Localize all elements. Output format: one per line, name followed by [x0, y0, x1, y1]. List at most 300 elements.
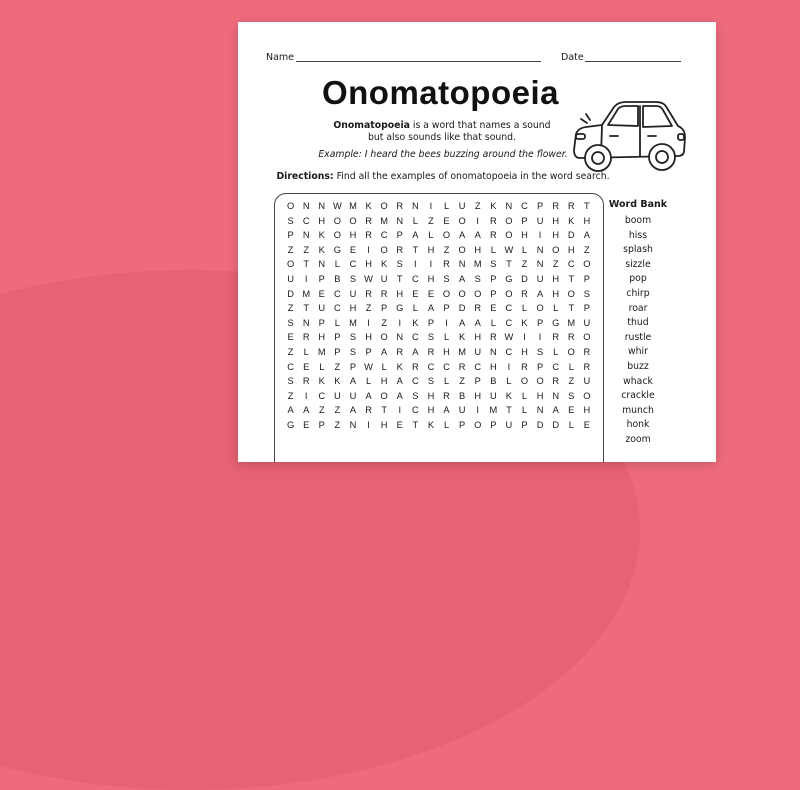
grid-letter[interactable]: R — [567, 201, 576, 211]
grid-letter[interactable]: H — [552, 274, 560, 284]
grid-letter[interactable]: P — [521, 215, 528, 226]
grid-letter[interactable]: A — [474, 230, 482, 241]
grid-letter[interactable]: L — [521, 405, 528, 416]
grid-letter[interactable]: N — [302, 201, 310, 211]
grid-letter[interactable]: S — [427, 332, 435, 343]
grid-letter[interactable]: I — [398, 405, 402, 416]
grid-letter[interactable]: D — [521, 274, 529, 284]
grid-letter[interactable]: O — [567, 288, 576, 299]
grid-letter[interactable]: R — [411, 361, 420, 372]
grid-letter[interactable]: C — [334, 303, 342, 314]
grid-letter[interactable]: H — [521, 347, 529, 357]
grid-letter[interactable]: U — [583, 317, 591, 328]
name-field-line[interactable] — [296, 61, 541, 62]
grid-letter[interactable]: Z — [552, 259, 559, 270]
grid-letter[interactable]: E — [490, 303, 497, 314]
grid-letter[interactable]: R — [302, 332, 310, 343]
grid-letter[interactable]: O — [505, 288, 513, 299]
grid-letter[interactable]: Z — [568, 376, 575, 387]
grid-letter[interactable]: P — [583, 303, 591, 314]
grid-letter[interactable]: Z — [303, 244, 310, 255]
grid-letter[interactable]: R — [583, 361, 591, 372]
grid-letter[interactable]: D — [536, 420, 544, 430]
grid-letter[interactable]: E — [287, 332, 295, 343]
grid-letter[interactable]: H — [365, 332, 373, 343]
grid-letter[interactable]: G — [396, 303, 404, 314]
grid-letter[interactable]: U — [380, 274, 388, 284]
grid-letter[interactable]: H — [552, 288, 560, 299]
grid-letter[interactable]: O — [458, 215, 467, 226]
grid-letter[interactable]: K — [568, 215, 575, 226]
grid-letter[interactable]: G — [552, 317, 560, 328]
grid-letter[interactable]: R — [443, 390, 451, 401]
grid-letter[interactable]: E — [583, 420, 591, 430]
grid-letter[interactable]: D — [552, 420, 560, 430]
grid-letter[interactable]: L — [553, 303, 559, 314]
grid-letter[interactable]: K — [459, 332, 466, 343]
grid-letter[interactable]: S — [412, 390, 419, 401]
grid-letter[interactable]: T — [396, 274, 403, 284]
grid-letter[interactable]: C — [302, 215, 310, 226]
grid-letter[interactable]: A — [381, 347, 388, 357]
grid-letter[interactable]: H — [583, 405, 591, 416]
grid-letter[interactable]: R — [552, 376, 560, 387]
grid-letter[interactable]: H — [536, 390, 544, 401]
grid-letter[interactable]: U — [536, 274, 544, 284]
grid-letter[interactable]: R — [365, 230, 373, 241]
grid-letter[interactable]: O — [333, 230, 342, 241]
grid-letter[interactable]: K — [318, 376, 326, 387]
grid-letter[interactable]: H — [427, 390, 435, 401]
grid-letter[interactable]: W — [504, 332, 514, 343]
grid-letter[interactable]: H — [583, 215, 591, 226]
grid-letter[interactable]: Z — [334, 361, 341, 372]
grid-letter[interactable]: U — [334, 390, 342, 401]
grid-letter[interactable]: S — [568, 390, 575, 401]
grid-letter[interactable]: I — [538, 230, 542, 241]
grid-letter[interactable]: T — [303, 259, 310, 270]
grid-letter[interactable]: M — [473, 259, 482, 270]
grid-letter[interactable]: H — [567, 244, 576, 255]
grid-letter[interactable]: I — [476, 215, 480, 226]
grid-letter[interactable]: Z — [584, 244, 591, 255]
grid-letter[interactable]: E — [318, 288, 326, 299]
grid-letter[interactable]: A — [536, 288, 544, 299]
grid-letter[interactable]: R — [427, 347, 435, 357]
grid-letter[interactable]: N — [411, 201, 420, 211]
grid-letter[interactable]: P — [318, 317, 326, 328]
grid-letter[interactable]: N — [396, 215, 404, 226]
grid-letter[interactable]: Z — [365, 303, 372, 314]
grid-letter[interactable]: D — [567, 230, 576, 241]
grid-letter[interactable]: C — [505, 303, 513, 314]
grid-letter[interactable]: L — [490, 317, 497, 328]
grid-letter[interactable]: T — [412, 244, 419, 255]
grid-letter[interactable]: Z — [287, 303, 294, 314]
grid-letter[interactable]: L — [568, 361, 575, 372]
grid-letter[interactable]: P — [521, 420, 528, 430]
grid-letter[interactable]: M — [302, 288, 311, 299]
grid-letter[interactable]: O — [567, 347, 576, 357]
grid-letter[interactable]: S — [427, 376, 435, 387]
grid-letter[interactable]: N — [536, 259, 544, 270]
grid-letter[interactable]: H — [349, 230, 357, 241]
grid-letter[interactable]: P — [318, 420, 326, 430]
grid-letter[interactable]: I — [476, 405, 480, 416]
grid-letter[interactable]: E — [412, 288, 419, 299]
grid-letter[interactable]: R — [380, 288, 388, 299]
grid-letter[interactable]: M — [380, 215, 389, 226]
grid-letter[interactable]: C — [334, 288, 342, 299]
grid-letter[interactable]: R — [489, 230, 498, 241]
grid-letter[interactable]: C — [411, 376, 420, 387]
grid-letter[interactable]: P — [459, 420, 466, 430]
grid-letter[interactable]: C — [411, 332, 420, 343]
grid-letter[interactable]: L — [319, 361, 325, 372]
grid-letter[interactable]: A — [396, 390, 404, 401]
grid-letter[interactable]: R — [365, 288, 373, 299]
grid-letter[interactable]: L — [553, 347, 559, 357]
grid-letter[interactable]: S — [287, 376, 295, 387]
grid-letter[interactable]: N — [318, 259, 326, 270]
grid-letter[interactable]: U — [349, 390, 357, 401]
grid-letter[interactable]: A — [552, 405, 560, 416]
grid-letter[interactable]: E — [443, 215, 451, 226]
grid-letter[interactable]: L — [490, 244, 497, 255]
grid-letter[interactable]: O — [349, 215, 357, 226]
grid-letter[interactable]: T — [568, 303, 575, 314]
grid-letter[interactable]: W — [364, 361, 374, 372]
grid-letter[interactable]: N — [458, 259, 466, 270]
grid-letter[interactable]: A — [396, 376, 404, 387]
grid-letter[interactable]: K — [318, 244, 326, 255]
grid-letter[interactable]: P — [334, 332, 341, 343]
grid-letter[interactable]: P — [536, 361, 544, 372]
grid-letter[interactable]: U — [318, 303, 326, 314]
grid-letter[interactable]: H — [521, 230, 529, 241]
grid-letter[interactable]: P — [536, 201, 544, 211]
grid-letter[interactable]: H — [349, 303, 357, 314]
grid-letter[interactable]: A — [349, 405, 357, 416]
grid-letter[interactable]: E — [568, 405, 575, 416]
grid-letter[interactable]: H — [318, 215, 326, 226]
grid-letter[interactable]: R — [458, 361, 466, 372]
grid-letter[interactable]: O — [520, 376, 529, 387]
grid-letter[interactable]: U — [458, 405, 466, 416]
grid-letter[interactable]: P — [583, 274, 591, 284]
grid-letter[interactable]: C — [287, 361, 295, 372]
grid-letter[interactable]: P — [427, 317, 435, 328]
grid-letter[interactable]: H — [380, 420, 388, 430]
grid-letter[interactable]: L — [443, 376, 450, 387]
grid-letter[interactable]: L — [568, 420, 575, 430]
grid-letter[interactable]: C — [505, 317, 513, 328]
grid-letter[interactable]: I — [414, 259, 418, 270]
grid-letter[interactable]: P — [365, 347, 373, 357]
grid-letter[interactable]: K — [396, 361, 404, 372]
grid-letter[interactable]: I — [304, 390, 308, 401]
grid-letter[interactable]: O — [380, 332, 389, 343]
grid-letter[interactable]: L — [521, 244, 528, 255]
grid-letter[interactable]: L — [412, 215, 419, 226]
grid-letter[interactable]: S — [443, 274, 451, 284]
grid-letter[interactable]: Z — [428, 215, 435, 226]
grid-letter[interactable]: A — [459, 230, 466, 241]
grid-letter[interactable]: A — [583, 230, 591, 241]
grid-letter[interactable]: N — [396, 332, 404, 343]
grid-letter[interactable]: Z — [474, 201, 481, 211]
grid-letter[interactable]: O — [474, 420, 482, 430]
grid-letter[interactable]: I — [538, 332, 542, 343]
grid-letter[interactable]: C — [521, 201, 529, 211]
grid-letter[interactable]: P — [349, 361, 357, 372]
grid-letter[interactable]: P — [381, 303, 388, 314]
grid-letter[interactable]: O — [474, 288, 482, 299]
grid-letter[interactable]: C — [443, 361, 451, 372]
grid-letter[interactable]: S — [583, 288, 591, 299]
grid-letter[interactable]: U — [489, 390, 498, 401]
grid-letter[interactable]: H — [318, 332, 326, 343]
grid-letter[interactable]: T — [506, 259, 513, 270]
grid-letter[interactable]: P — [490, 288, 497, 299]
grid-letter[interactable]: Z — [443, 244, 450, 255]
grid-letter[interactable]: C — [552, 361, 560, 372]
grid-letter[interactable]: O — [552, 244, 560, 255]
grid-letter[interactable]: S — [536, 347, 544, 357]
grid-letter[interactable]: N — [302, 317, 310, 328]
grid-letter[interactable]: O — [380, 244, 389, 255]
grid-letter[interactable]: H — [552, 215, 560, 226]
grid-letter[interactable]: K — [412, 317, 419, 328]
grid-letter[interactable]: R — [443, 259, 451, 270]
grid-letter[interactable]: H — [427, 274, 435, 284]
grid-letter[interactable]: A — [427, 303, 435, 314]
grid-letter[interactable]: L — [365, 376, 372, 387]
grid-letter[interactable]: N — [536, 244, 544, 255]
grid-letter[interactable]: N — [302, 230, 310, 241]
grid-letter[interactable]: H — [396, 288, 404, 299]
grid-letter[interactable]: L — [443, 332, 450, 343]
grid-letter[interactable]: K — [334, 376, 341, 387]
grid-letter[interactable]: T — [506, 405, 513, 416]
grid-letter[interactable]: L — [443, 420, 450, 430]
grid-letter[interactable]: H — [427, 405, 435, 416]
grid-letter[interactable]: C — [318, 390, 326, 401]
grid-letter[interactable]: L — [521, 303, 528, 314]
grid-letter[interactable]: A — [303, 405, 310, 416]
grid-letter[interactable]: E — [349, 244, 357, 255]
grid-letter[interactable]: W — [504, 244, 514, 255]
grid-letter[interactable]: Z — [287, 347, 294, 357]
grid-letter[interactable]: A — [459, 317, 466, 328]
grid-letter[interactable]: D — [287, 288, 295, 299]
grid-letter[interactable]: K — [521, 317, 528, 328]
grid-letter[interactable]: W — [364, 274, 374, 284]
grid-letter[interactable]: I — [523, 332, 527, 343]
grid-letter[interactable]: T — [381, 405, 388, 416]
grid-letter[interactable]: M — [349, 317, 358, 328]
grid-letter[interactable]: R — [302, 376, 310, 387]
grid-letter[interactable]: N — [349, 420, 357, 430]
grid-letter[interactable]: R — [489, 332, 498, 343]
grid-letter[interactable]: O — [380, 201, 389, 211]
grid-letter[interactable]: Z — [287, 244, 294, 255]
grid-letter[interactable]: L — [428, 230, 434, 241]
grid-letter[interactable]: H — [365, 259, 373, 270]
grid-letter[interactable]: R — [552, 201, 560, 211]
grid-letter[interactable]: H — [380, 376, 388, 387]
date-field-line[interactable] — [585, 61, 681, 62]
grid-letter[interactable]: H — [474, 332, 482, 343]
grid-letter[interactable]: K — [505, 390, 513, 401]
grid-letter[interactable]: G — [333, 244, 342, 255]
grid-letter[interactable]: U — [536, 215, 544, 226]
grid-letter[interactable]: O — [286, 201, 295, 211]
grid-letter[interactable]: P — [318, 274, 326, 284]
grid-letter[interactable]: R — [396, 347, 404, 357]
grid-letter[interactable]: O — [442, 288, 451, 299]
grid-letter[interactable]: L — [412, 303, 419, 314]
grid-letter[interactable]: K — [427, 420, 435, 430]
grid-letter[interactable]: N — [536, 405, 544, 416]
grid-letter[interactable]: A — [349, 376, 357, 387]
grid-letter[interactable]: C — [380, 230, 388, 241]
grid-letter[interactable]: O — [536, 376, 545, 387]
grid-letter[interactable]: I — [429, 201, 433, 211]
grid-letter[interactable]: P — [396, 230, 404, 241]
grid-letter[interactable]: Z — [318, 405, 326, 416]
grid-letter[interactable]: A — [474, 317, 482, 328]
grid-letter[interactable]: H — [552, 230, 560, 241]
grid-letter[interactable]: R — [396, 201, 404, 211]
grid-letter[interactable]: P — [287, 230, 295, 241]
grid-letter[interactable]: R — [521, 361, 529, 372]
grid-letter[interactable]: S — [287, 317, 295, 328]
grid-letter[interactable]: M — [349, 201, 358, 211]
grid-letter[interactable]: C — [411, 405, 420, 416]
grid-letter[interactable]: B — [334, 274, 341, 284]
grid-letter[interactable]: E — [396, 420, 404, 430]
grid-letter[interactable]: Z — [287, 390, 294, 401]
grid-letter[interactable]: U — [287, 274, 295, 284]
grid-letter[interactable]: E — [303, 420, 310, 430]
grid-letter[interactable]: M — [567, 317, 576, 328]
grid-letter[interactable]: U — [505, 420, 513, 430]
grid-letter[interactable]: H — [427, 244, 435, 255]
grid-letter[interactable]: Z — [381, 317, 388, 328]
grid-letter[interactable]: U — [583, 376, 591, 387]
grid-letter[interactable]: U — [349, 288, 357, 299]
grid-letter[interactable]: C — [505, 347, 513, 357]
grid-letter[interactable]: A — [443, 405, 451, 416]
grid-letter[interactable]: H — [443, 347, 451, 357]
grid-letter[interactable]: S — [349, 347, 357, 357]
grid-letter[interactable]: N — [318, 201, 326, 211]
grid-letter[interactable]: C — [411, 274, 420, 284]
grid-letter[interactable]: L — [506, 376, 512, 387]
grid-letter[interactable]: P — [334, 347, 341, 357]
grid-letter[interactable]: L — [521, 390, 528, 401]
grid-letter[interactable]: T — [568, 274, 575, 284]
grid-letter[interactable]: L — [334, 259, 341, 270]
grid-letter[interactable]: A — [412, 230, 419, 241]
grid-letter[interactable]: O — [380, 390, 389, 401]
grid-letter[interactable]: O — [583, 332, 591, 343]
grid-letter[interactable]: T — [584, 201, 591, 211]
grid-letter[interactable]: C — [349, 259, 357, 270]
grid-letter[interactable]: O — [286, 259, 295, 270]
grid-letter[interactable]: O — [458, 244, 467, 255]
grid-letter[interactable]: B — [459, 390, 466, 401]
grid-letter[interactable]: T — [303, 303, 310, 314]
grid-letter[interactable]: H — [474, 390, 482, 401]
grid-letter[interactable]: Z — [521, 259, 528, 270]
grid-letter[interactable]: N — [489, 347, 498, 357]
grid-letter[interactable]: R — [583, 347, 591, 357]
grid-letter[interactable]: P — [474, 376, 482, 387]
grid-letter[interactable]: N — [505, 201, 513, 211]
grid-letter[interactable]: I — [507, 361, 511, 372]
grid-letter[interactable]: I — [367, 317, 371, 328]
grid-letter[interactable]: E — [303, 361, 310, 372]
grid-letter[interactable]: T — [412, 420, 419, 430]
grid-letter[interactable]: R — [396, 244, 404, 255]
grid-letter[interactable]: C — [427, 361, 435, 372]
grid-letter[interactable]: R — [365, 405, 373, 416]
grid-letter[interactable]: L — [334, 317, 341, 328]
grid-letter[interactable]: S — [349, 332, 357, 343]
grid-letter[interactable]: I — [304, 274, 308, 284]
grid-letter[interactable]: R — [552, 332, 560, 343]
grid-letter[interactable]: I — [429, 259, 433, 270]
grid-letter[interactable]: E — [427, 288, 435, 299]
grid-letter[interactable]: H — [474, 244, 482, 255]
grid-letter[interactable]: S — [349, 274, 357, 284]
grid-letter[interactable]: M — [489, 405, 498, 416]
grid-letter[interactable]: P — [490, 274, 497, 284]
grid-letter[interactable]: Z — [334, 420, 341, 430]
grid-letter[interactable]: C — [474, 361, 482, 372]
grid-letter[interactable]: R — [567, 332, 576, 343]
grid-letter[interactable]: O — [536, 303, 545, 314]
grid-letter[interactable]: I — [398, 317, 402, 328]
grid-letter[interactable]: P — [490, 420, 497, 430]
grid-letter[interactable]: U — [458, 201, 466, 211]
grid-letter[interactable]: K — [318, 230, 326, 241]
grid-letter[interactable]: L — [381, 361, 388, 372]
grid-letter[interactable]: O — [505, 215, 513, 226]
grid-letter[interactable]: D — [458, 303, 466, 314]
grid-letter[interactable]: M — [317, 347, 327, 357]
grid-letter[interactable]: P — [443, 303, 451, 314]
grid-letter[interactable]: S — [490, 259, 497, 270]
grid-letter[interactable]: L — [303, 347, 310, 357]
grid-letter[interactable]: S — [474, 274, 482, 284]
grid-letter[interactable]: M — [458, 347, 467, 357]
grid-letter[interactable]: O — [458, 288, 467, 299]
grid-letter[interactable]: K — [490, 201, 497, 211]
grid-letter[interactable]: I — [445, 317, 449, 328]
grid-letter[interactable]: A — [287, 405, 295, 416]
grid-letter[interactable]: G — [505, 274, 513, 284]
grid-letter[interactable]: R — [489, 215, 498, 226]
grid-letter[interactable]: O — [505, 230, 513, 241]
grid-letter[interactable]: R — [474, 303, 482, 314]
grid-letter[interactable]: Z — [459, 376, 466, 387]
grid-letter[interactable]: U — [474, 347, 482, 357]
grid-letter[interactable]: S — [287, 215, 295, 226]
grid-letter[interactable]: K — [365, 201, 373, 211]
